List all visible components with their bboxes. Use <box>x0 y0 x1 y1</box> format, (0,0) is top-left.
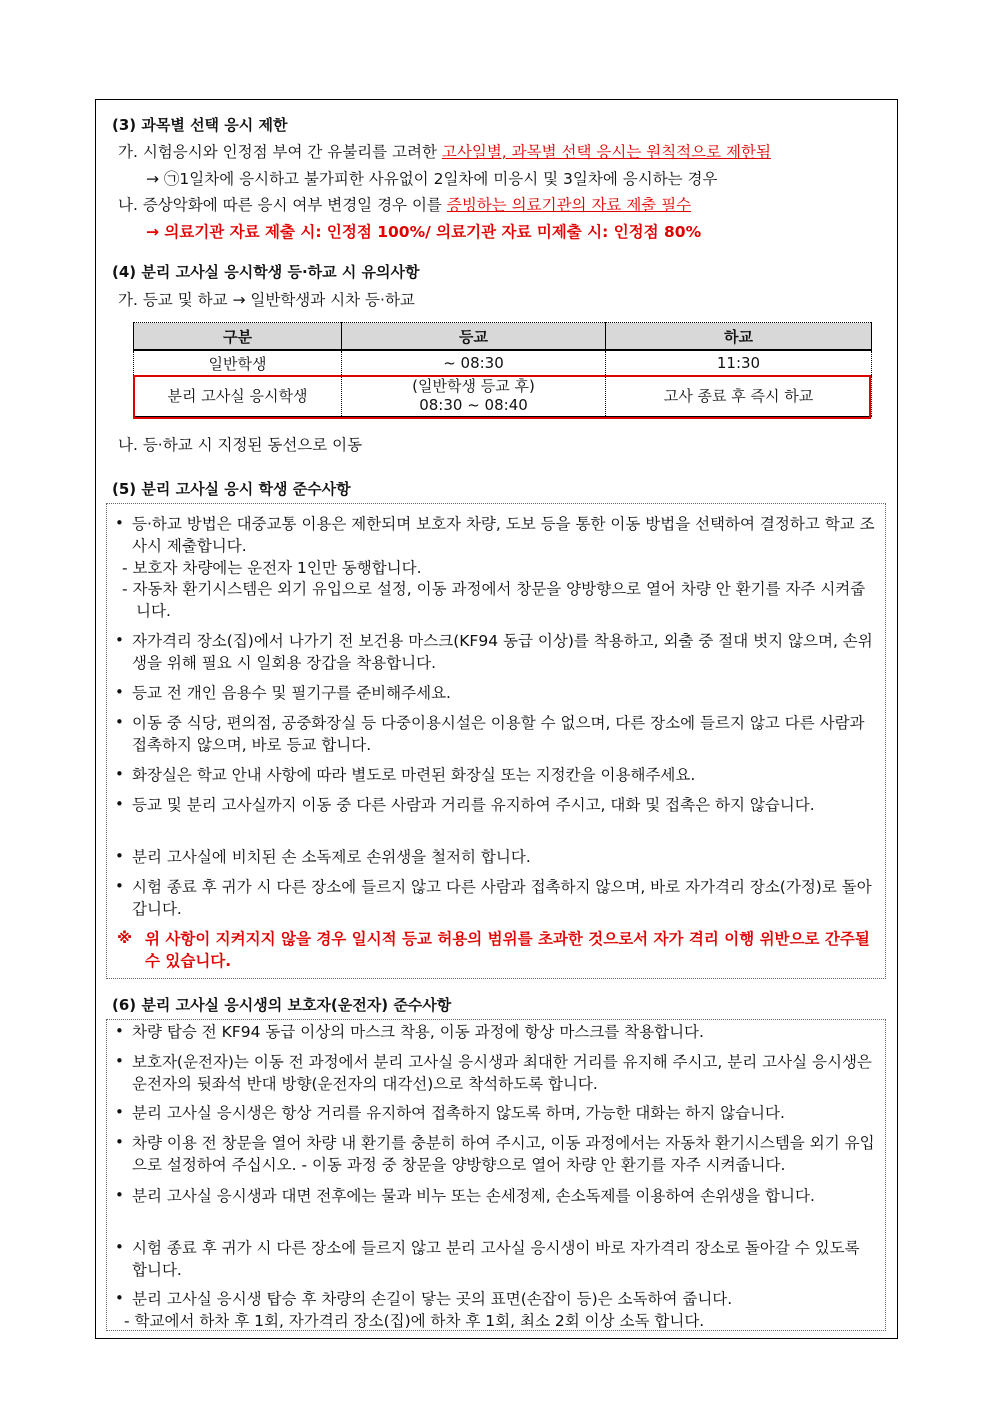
bullet-icon: • <box>115 1186 124 1204</box>
section-4-title: (4) 분리 고사실 응시학생 등·하교 시 유의사항 <box>112 263 420 281</box>
table-header: 등교 <box>342 323 606 351</box>
s6-item: 분리 고사실 응시생 탑승 후 차량의 손길이 닿는 곳의 표면(손잡이 등)은 소독하여 줍니다. <box>132 1290 733 1308</box>
s5-item: 등교 전 개인 음용수 및 필기구를 준비해주세요. <box>132 684 451 702</box>
s5-item: 이동 중 식당, 편의점, 공중화장실 등 다중이용시설은 이용할 수 없으며, 다른 장소에 들르지 않고 다른 사람과 접촉하지 않으며, 바로 등교 합니다. <box>132 714 865 754</box>
table-cell: 11:30 <box>606 350 872 376</box>
table-cell: 분리 고사실 응시학생 <box>134 376 342 417</box>
table-header: 하교 <box>606 323 872 351</box>
bullet-icon: • <box>115 1238 124 1256</box>
bullet-icon: • <box>115 877 124 895</box>
bullet-icon: • <box>115 1022 124 1040</box>
s6-item: 차량 이용 전 창문을 열어 차량 내 환기를 충분히 하여 주시고, 이동 과정에서는 자동차 환기시스템을 외기 유입으로 설정하여 주십시오. - 이동 과정 중 창문을 양방향으로 열어 차량 안 환기를 자주 시켜줍니다. <box>132 1134 875 1174</box>
s3-item-na: 나. 증상악화에 따른 응시 여부 변경일 경우 이를 증빙하는 의료기관의 자료 제출 필수 <box>118 196 692 214</box>
s3-ga-sub: → ㉠1일차에 응시하고 불가피한 사유없이 2일차에 미응시 및 3일차에 응시하는 경우 <box>146 170 718 188</box>
table-cell: 고사 종료 후 즉시 하교 <box>606 376 872 417</box>
cell-line: (일반학생 등교 후) <box>412 377 535 395</box>
s5-item: 등교 및 분리 고사실까지 이동 중 다른 사람과 거리를 유지하여 주시고, 대화 및 접촉은 하지 않습니다. <box>132 796 815 814</box>
s5-item: 화장실은 학교 안내 사항에 따라 별도로 마련된 화장실 또는 지정칸을 이용해주세요. <box>132 766 696 784</box>
s3-na-highlight: 증빙하는 의료기관의 자료 제출 필수 <box>446 196 692 214</box>
s4-item-na: 나. 등·하교 시 지정된 동선으로 이동 <box>118 436 363 454</box>
s5-subitem: - 보호자 차량에는 운전자 1인만 동행합니다. <box>122 559 422 577</box>
highlight-box <box>133 375 871 419</box>
s6-item: 보호자(운전자)는 이동 전 과정에서 분리 고사실 응시생과 최대한 거리를 유지해 주시고, 분리 고사실 응시생은 운전자의 뒷좌석 반대 방향(운전자의 대각선)으로 착석하도록 합니다. <box>132 1053 872 1093</box>
bullet-icon: • <box>115 1103 124 1121</box>
table-cell: ~ 08:30 <box>342 350 606 376</box>
s6-item: 시험 종료 후 귀가 시 다른 장소에 들르지 않고 분리 고사실 응시생이 바로 자가격리 장소로 돌아갈 수 있도록 합니다. <box>132 1239 860 1279</box>
s3-na-sub: → 의료기관 자료 제출 시: 인정점 100%/ 의료기관 자료 미제출 시: 인정점 80% <box>146 223 702 241</box>
section-6-title: (6) 분리 고사실 응시생의 보호자(운전자) 준수사항 <box>112 996 452 1014</box>
bullet-icon: • <box>115 631 124 649</box>
bullet-icon: • <box>115 713 124 731</box>
s5-item: 자가격리 장소(집)에서 나가기 전 보건용 마스크(KF94 동급 이상)를 착용하고, 외출 중 절대 벗지 않으며, 손위생을 위해 필요 시 일회용 장갑을 착용합니다. <box>132 632 873 672</box>
section-5-title: (5) 분리 고사실 응시 학생 준수사항 <box>112 480 351 498</box>
bullet-icon: • <box>115 1133 124 1151</box>
section-3-title: (3) 과목별 선택 응시 제한 <box>112 116 288 134</box>
bullet-icon: • <box>115 683 124 701</box>
bullet-icon: • <box>115 514 124 532</box>
bullet-icon: • <box>115 1052 124 1070</box>
s5-subitem: - 자동차 환기시스템은 외기 유입으로 설정, 이동 과정에서 창문을 양방향으로 열어 차량 안 환기를 자주 시켜줍니다. <box>122 580 866 620</box>
table-header: 구분 <box>134 323 342 351</box>
s5-item: 분리 고사실에 비치된 손 소독제로 손위생을 철저히 합니다. <box>132 848 531 866</box>
s6-item: 차량 탑승 전 KF94 동급 이상의 마스크 착용, 이동 과정에 항상 마스크를 착용합니다. <box>132 1023 704 1041</box>
s5-item: 시험 종료 후 귀가 시 다른 장소에 들르지 않고 다른 사람과 접촉하지 않으며, 바로 자가격리 장소(가정)로 돌아갑니다. <box>132 878 872 918</box>
bullet-icon: • <box>115 765 124 783</box>
table-row <box>134 350 872 376</box>
note-mark: ※ <box>117 929 133 947</box>
s5-note: 위 사항이 지켜지지 않을 경우 일시적 등교 허용의 범위를 초과한 것으로서 자가 격리 이행 위반으로 간주될 수 있습니다. <box>145 930 870 970</box>
s3-item-ga: 가. 시험응시와 인정점 부여 간 유불리를 고려한 고사일별, 과목별 선택 응시는 원칙적으로 제한됨 <box>118 143 771 161</box>
cell-line: 08:30 ~ 08:40 <box>419 396 528 414</box>
s5-item: 등·하교 방법은 대중교통 이용은 제한되며 보호자 차량, 도보 등을 통한 이동 방법을 선택하여 결정하고 학교 조사시 제출합니다. <box>132 515 875 555</box>
s6-item: 분리 고사실 응시생은 항상 거리를 유지하여 접촉하지 않도록 하며, 가능한 대화는 하지 않습니다. <box>132 1104 785 1122</box>
bullet-icon: • <box>115 795 124 813</box>
bullet-icon: • <box>115 847 124 865</box>
s6-item: 분리 고사실 응시생과 대면 전후에는 물과 비누 또는 손세정제, 손소독제를 이용하여 손위생을 합니다. <box>132 1187 815 1205</box>
table-cell: 일반학생 <box>134 350 342 376</box>
s4-item-ga: 가. 등교 및 하교 → 일반학생과 시차 등·하교 <box>118 291 415 309</box>
bullet-icon: • <box>115 1289 124 1307</box>
s3-ga-highlight: 고사일별, 과목별 선택 응시는 원칙적으로 제한됨 <box>441 143 771 161</box>
s6-subitem: - 학교에서 하차 후 1회, 자가격리 장소(집)에 하차 후 1회, 최소 2회 이상 소독 합니다. <box>124 1312 705 1330</box>
